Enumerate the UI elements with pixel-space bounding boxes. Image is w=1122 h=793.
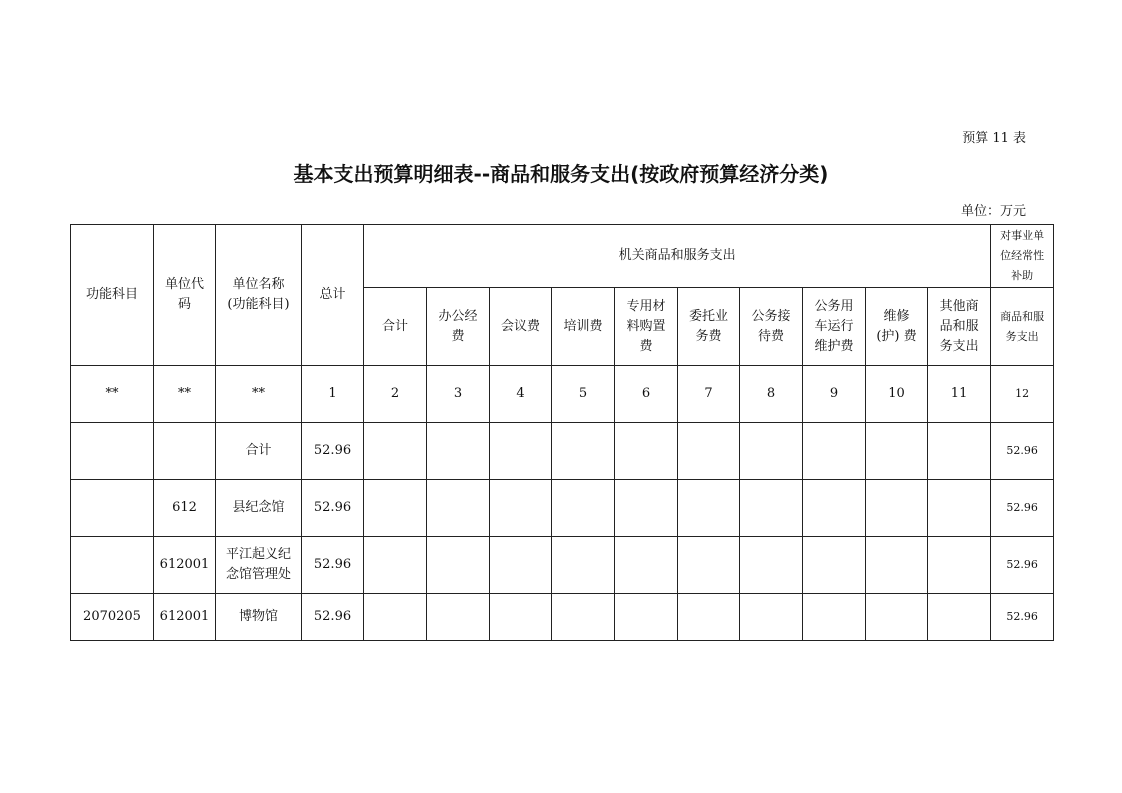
page-title: 基本支出预算明细表--商品和服务支出(按政府预算经济分类) bbox=[293, 162, 829, 186]
header-subsidy-group: 对事业单 位经常性 补助 bbox=[991, 225, 1054, 288]
header-org-goods-services: 机关商品和服务支出 bbox=[364, 225, 991, 288]
index-cell: 9 bbox=[803, 366, 866, 423]
index-cell: 3 bbox=[427, 366, 490, 423]
header-repair: 维修 (护) 费 bbox=[866, 288, 928, 366]
index-cell: 7 bbox=[678, 366, 740, 423]
index-cell: 6 bbox=[615, 366, 678, 423]
budget-table bbox=[70, 224, 1054, 641]
index-cell: 8 bbox=[740, 366, 803, 423]
index-cell: ** bbox=[154, 366, 216, 423]
unit-code-cell: 612001 bbox=[154, 537, 216, 594]
index-cell: 4 bbox=[490, 366, 552, 423]
header-meeting: 会议费 bbox=[490, 288, 552, 366]
total-cell: 52.96 bbox=[302, 480, 364, 537]
unit-code-cell bbox=[154, 423, 216, 480]
index-cell: 2 bbox=[364, 366, 427, 423]
header-row-1 bbox=[71, 225, 1054, 288]
func-subject-cell bbox=[71, 480, 154, 537]
unit-name-cell: 合计 bbox=[216, 423, 302, 480]
header-func-subject: 功能科目 bbox=[71, 225, 154, 366]
table-row bbox=[71, 480, 1054, 537]
func-subject-cell: 2070205 bbox=[71, 594, 154, 641]
total-cell: 52.96 bbox=[302, 594, 364, 641]
header-reception: 公务接 待费 bbox=[740, 288, 803, 366]
total-cell: 52.96 bbox=[302, 537, 364, 594]
subsidy-cell: 52.96 bbox=[991, 594, 1054, 641]
header-unit-name: 单位名称 (功能科目) bbox=[216, 225, 302, 366]
subsidy-cell: 52.96 bbox=[991, 537, 1054, 594]
func-subject-cell bbox=[71, 423, 154, 480]
unit-name-cell: 平江起义纪 念馆管理处 bbox=[216, 537, 302, 594]
header-material: 专用材 料购置 费 bbox=[615, 288, 678, 366]
table-row bbox=[71, 594, 1054, 641]
table-row bbox=[71, 537, 1054, 594]
index-row bbox=[71, 366, 1054, 423]
unit-code-cell: 612 bbox=[154, 480, 216, 537]
header-sub-total: 合计 bbox=[364, 288, 427, 366]
table-number: 预算 11 表 bbox=[962, 131, 1026, 146]
header-goods-services: 商品和服 务支出 bbox=[991, 288, 1054, 366]
header-entrust: 委托业 务费 bbox=[678, 288, 740, 366]
header-other: 其他商 品和服 务支出 bbox=[928, 288, 991, 366]
unit-code-cell: 612001 bbox=[154, 594, 216, 641]
index-cell: 5 bbox=[552, 366, 615, 423]
index-cell: 1 bbox=[302, 366, 364, 423]
table-row bbox=[71, 423, 1054, 480]
unit-name-cell: 博物馆 bbox=[216, 594, 302, 641]
header-total: 总计 bbox=[302, 225, 364, 366]
subsidy-cell: 52.96 bbox=[991, 480, 1054, 537]
unit-name-cell: 县纪念馆 bbox=[216, 480, 302, 537]
index-cell: ** bbox=[71, 366, 154, 423]
header-training: 培训费 bbox=[552, 288, 615, 366]
index-cell: 10 bbox=[866, 366, 928, 423]
index-cell: ** bbox=[216, 366, 302, 423]
index-cell: 12 bbox=[991, 366, 1054, 423]
subsidy-cell: 52.96 bbox=[991, 423, 1054, 480]
header-unit-code: 单位代 码 bbox=[154, 225, 216, 366]
func-subject-cell bbox=[71, 537, 154, 594]
total-cell: 52.96 bbox=[302, 423, 364, 480]
unit-label: 单位：万元 bbox=[960, 204, 1026, 219]
header-vehicle: 公务用 车运行 维护费 bbox=[803, 288, 866, 366]
index-cell: 11 bbox=[928, 366, 991, 423]
header-office: 办公经 费 bbox=[427, 288, 490, 366]
